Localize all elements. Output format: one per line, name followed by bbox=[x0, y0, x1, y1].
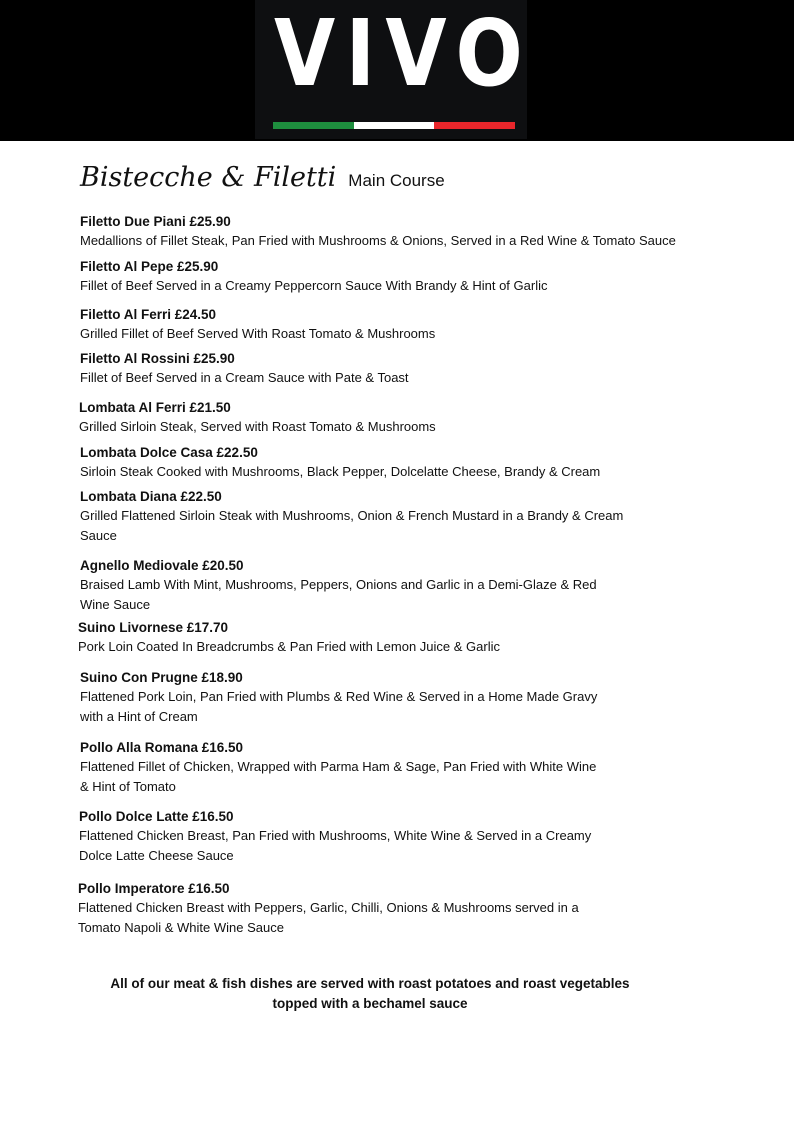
section-title: Bistecche & Filetti bbox=[80, 162, 337, 193]
menu-item bbox=[80, 306, 780, 344]
menu-item-name: Filetto Al Rossini £25.90 bbox=[80, 351, 235, 366]
flag-stripe-white bbox=[354, 122, 434, 129]
section-heading bbox=[80, 160, 445, 199]
menu-item-name: Filetto Due Piani £25.90 bbox=[80, 214, 231, 229]
menu-item-description: Flattened Pork Loin, Pan Fried with Plumbs & Red Wine & Served in a Home Made Gravy with a Hint of Cream bbox=[80, 689, 598, 724]
menu-item bbox=[79, 399, 779, 437]
menu-item-name: Filetto Al Pepe £25.90 bbox=[80, 259, 219, 274]
menu-item bbox=[80, 739, 780, 797]
menu-item bbox=[78, 619, 778, 657]
menu-item bbox=[80, 213, 780, 251]
menu-item bbox=[80, 350, 780, 388]
menu-item-description: Pork Loin Coated In Breadcrumbs & Pan Fried with Lemon Juice & Garlic bbox=[78, 639, 500, 654]
section-subtitle: Main Course bbox=[348, 171, 445, 190]
menu-item-name: Pollo Dolce Latte £16.50 bbox=[79, 809, 234, 824]
vivo-logo bbox=[255, 0, 534, 139]
menu-item-description: Braised Lamb With Mint, Mushrooms, Peppers, Onions and Garlic in a Demi-Glaze & Red Wine Sauce bbox=[80, 577, 597, 612]
flag-stripe-red bbox=[434, 122, 515, 129]
menu-item bbox=[80, 488, 780, 546]
menu-item-name: Lombata Al Ferri £21.50 bbox=[79, 400, 231, 415]
menu-item bbox=[80, 258, 780, 296]
menu-item-name: Pollo Alla Romana £16.50 bbox=[80, 740, 244, 755]
menu-item bbox=[78, 880, 778, 938]
menu-item-description: Flattened Chicken Breast, Pan Fried with Mushrooms, White Wine & Served in a Creamy Dolce Latte Cheese Sauce bbox=[79, 828, 592, 863]
menu-item-name: Suino Con Prugne £18.90 bbox=[80, 670, 243, 685]
menu-item bbox=[80, 444, 780, 482]
menu-item-description: Flattened Chicken Breast with Peppers, Garlic, Chilli, Onions & Mushrooms served in a Tomato Napoli & White Wine Sauce bbox=[78, 900, 579, 935]
menu-item bbox=[79, 808, 779, 866]
menu-item-name: Lombata Dolce Casa £22.50 bbox=[80, 445, 258, 460]
menu-item-description: Fillet of Beef Served in a Creamy Peppercorn Sauce With Brandy & Hint of Garlic bbox=[80, 278, 548, 293]
menu-item-description: Medallions of Fillet Steak, Pan Fried with Mushrooms & Onions, Served in a Red Wine & Tomato Sauce bbox=[80, 233, 676, 248]
menu-item-name: Agnello Mediovale £20.50 bbox=[80, 558, 244, 573]
footer-note: All of our meat & fish dishes are served with roast potatoes and roast vegetables topped with a bechamel sauce bbox=[110, 976, 630, 1011]
menu-item-name: Filetto Al Ferri £24.50 bbox=[80, 307, 217, 322]
menu-item-name: Lombata Diana £22.50 bbox=[80, 489, 222, 504]
menu-item-description: Grilled Fillet of Beef Served With Roast Tomato & Mushrooms bbox=[80, 326, 436, 341]
menu-item-description: Grilled Flattened Sirloin Steak with Mushrooms, Onion & French Mustard in a Brandy & Cream Sauce bbox=[80, 508, 624, 543]
menu-item-description: Sirloin Steak Cooked with Mushrooms, Black Pepper, Dolcelatte Cheese, Brandy & Cream bbox=[80, 464, 601, 479]
menu-item-description: Flattened Fillet of Chicken, Wrapped with Parma Ham & Sage, Pan Fried with White Wine & Hint of Tomato bbox=[80, 759, 597, 794]
menu-item-name: Suino Livornese £17.70 bbox=[78, 620, 229, 635]
menu-item-name: Pollo Imperatore £16.50 bbox=[78, 881, 230, 896]
menu-item-description: Grilled Sirloin Steak, Served with Roast Tomato & Mushrooms bbox=[79, 419, 436, 434]
logo-text: VIVO bbox=[274, 0, 534, 107]
flag-stripe-green bbox=[273, 122, 354, 129]
menu-item-description: Fillet of Beef Served in a Cream Sauce with Pate & Toast bbox=[80, 370, 409, 385]
header-banner bbox=[0, 0, 794, 141]
menu-item bbox=[80, 557, 780, 615]
menu-item bbox=[80, 669, 780, 727]
